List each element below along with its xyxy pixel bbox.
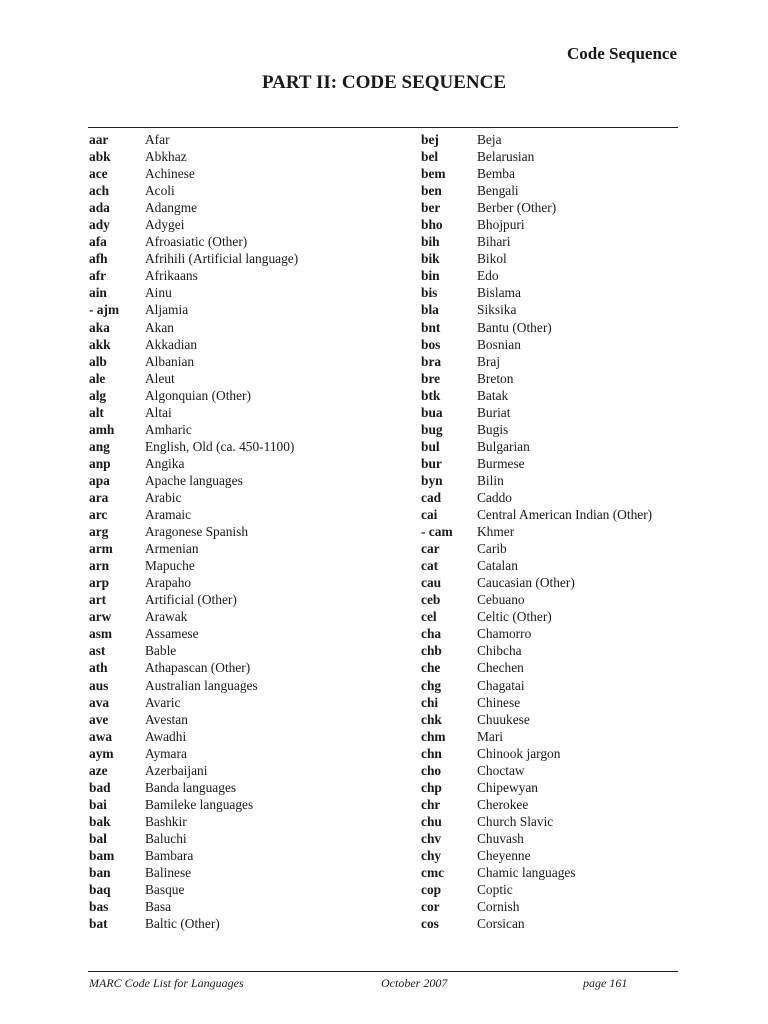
- language-name: Angika: [145, 455, 185, 471]
- language-code: ber: [421, 200, 441, 216]
- language-code: aus: [89, 677, 109, 693]
- language-code: aym: [89, 745, 114, 761]
- language-code: ara: [89, 489, 109, 505]
- language-code: ben: [421, 183, 442, 199]
- language-code: cha: [421, 626, 442, 642]
- language-code: arn: [89, 558, 110, 574]
- language-code: ath: [89, 660, 108, 676]
- language-code: cai: [421, 507, 438, 523]
- language-name: Bugis: [477, 421, 509, 437]
- language-code: chr: [421, 796, 441, 812]
- footer-publication: MARC Code List for Languages: [89, 976, 244, 990]
- language-name: Mari: [477, 728, 504, 744]
- language-name: Afrihili (Artificial language): [145, 251, 299, 267]
- language-code: chk: [421, 711, 442, 727]
- language-name: Algonquian (Other): [145, 387, 251, 403]
- language-code: afa: [89, 234, 107, 250]
- language-code: chi: [421, 694, 439, 710]
- language-name: Achinese: [145, 166, 195, 182]
- language-name: Beja: [477, 132, 502, 147]
- language-code: bik: [421, 251, 440, 267]
- language-code: byn: [421, 472, 443, 488]
- language-name: Arawak: [145, 609, 188, 625]
- language-code: chp: [421, 779, 442, 795]
- language-name: Chinese: [477, 694, 521, 710]
- language-code: - cam: [421, 524, 453, 540]
- language-name: Aragonese Spanish: [145, 524, 249, 540]
- language-code: awa: [89, 728, 113, 744]
- language-code: bad: [89, 779, 111, 795]
- language-code: alt: [89, 404, 104, 420]
- language-name: Baluchi: [145, 830, 187, 846]
- language-name: Choctaw: [477, 762, 525, 778]
- language-code: ada: [89, 200, 110, 216]
- language-code: art: [89, 592, 107, 608]
- language-code: alb: [89, 353, 107, 369]
- language-name: Albanian: [145, 353, 195, 369]
- language-name: Akan: [145, 319, 175, 335]
- language-code: bra: [421, 353, 442, 369]
- language-code: cel: [421, 609, 437, 625]
- language-name: Chibcha: [477, 643, 522, 659]
- language-code: apa: [89, 472, 110, 488]
- language-code: abk: [89, 149, 111, 165]
- language-code: ava: [89, 694, 110, 710]
- language-code: cat: [421, 558, 439, 574]
- language-name: Bambara: [145, 847, 194, 863]
- language-code: bho: [421, 217, 443, 233]
- language-name: Aymara: [145, 745, 187, 761]
- language-name: Armenian: [145, 541, 199, 557]
- language-name: Bislama: [477, 285, 521, 301]
- language-name: Chamic languages: [477, 865, 576, 881]
- language-code: arw: [89, 609, 112, 625]
- language-code: ain: [89, 285, 107, 301]
- language-name: Artificial (Other): [145, 592, 237, 608]
- language-code: bos: [421, 336, 441, 352]
- language-name: English, Old (ca. 450-1100): [145, 438, 295, 454]
- language-name: Assamese: [145, 626, 199, 642]
- language-code: anp: [89, 455, 111, 471]
- language-code: btk: [421, 387, 441, 403]
- language-code: bur: [421, 455, 442, 471]
- language-code: - ajm: [89, 302, 120, 318]
- language-name: Adygei: [145, 217, 185, 233]
- language-name: Chamorro: [477, 626, 532, 642]
- language-name: Afrikaans: [145, 268, 198, 284]
- language-name: Carib: [477, 541, 507, 557]
- language-code: ave: [89, 711, 109, 727]
- language-name: Khmer: [477, 524, 515, 540]
- language-code: aze: [89, 762, 108, 778]
- language-name: Basa: [145, 899, 172, 915]
- language-code: bal: [89, 830, 107, 846]
- language-name: Edo: [477, 268, 499, 284]
- language-name: Acoli: [145, 183, 175, 199]
- language-code: arg: [89, 524, 109, 540]
- language-name: Balinese: [145, 865, 192, 881]
- language-code: ast: [89, 643, 106, 659]
- language-name: Chagatai: [477, 677, 525, 693]
- language-name: Cebuano: [477, 592, 525, 608]
- running-head: Code Sequence: [566, 44, 677, 63]
- language-name: Buriat: [477, 404, 511, 420]
- language-name: Bengali: [477, 183, 519, 199]
- language-name: Adangme: [145, 200, 198, 216]
- language-code: bak: [89, 813, 111, 829]
- language-name: Apache languages: [145, 472, 243, 488]
- language-name: Berber (Other): [477, 200, 557, 216]
- language-code: afr: [89, 268, 107, 284]
- language-code: cos: [421, 916, 439, 932]
- language-name: Bantu (Other): [477, 319, 552, 335]
- language-name: Chechen: [477, 660, 524, 676]
- language-code: arc: [89, 507, 108, 523]
- language-name: Central American Indian (Other): [477, 507, 653, 523]
- language-code: ach: [89, 183, 110, 199]
- language-name: Caddo: [477, 489, 512, 505]
- language-code: cmc: [421, 865, 445, 881]
- language-name: Baltic (Other): [145, 916, 220, 932]
- language-code: bin: [421, 268, 440, 284]
- language-name: Bikol: [477, 251, 507, 267]
- language-name: Avaric: [145, 694, 181, 710]
- language-code: bem: [421, 166, 446, 182]
- language-code: ady: [89, 217, 110, 233]
- language-name: Celtic (Other): [477, 609, 552, 625]
- bottom-rule: [88, 971, 678, 972]
- language-name: Chuvash: [477, 830, 524, 846]
- footer-date: October 2007: [381, 976, 448, 990]
- top-rule: [88, 127, 678, 128]
- language-code: cor: [421, 899, 440, 915]
- language-code: akk: [89, 336, 111, 352]
- language-code: ban: [89, 865, 111, 881]
- language-code: chg: [421, 677, 442, 693]
- language-name: Cherokee: [477, 796, 529, 812]
- language-code: ang: [89, 438, 110, 454]
- language-code: bih: [421, 234, 440, 250]
- language-code: cad: [421, 489, 442, 505]
- language-code: ale: [89, 370, 106, 386]
- language-code: arm: [89, 541, 113, 557]
- language-name: Aljamia: [145, 302, 189, 318]
- language-code: chv: [421, 830, 442, 846]
- language-name: Mapuche: [145, 558, 195, 574]
- language-name: Bemba: [477, 166, 515, 182]
- language-name: Arabic: [145, 489, 182, 505]
- language-code: cho: [421, 762, 442, 778]
- language-code: asm: [89, 626, 113, 642]
- language-name: Australian languages: [145, 677, 258, 693]
- language-name: Banda languages: [145, 779, 237, 795]
- language-code: chn: [421, 745, 442, 761]
- language-code: bua: [421, 404, 443, 420]
- language-name: Chuukese: [477, 711, 530, 727]
- language-name: Bashkir: [145, 813, 187, 829]
- language-name: Bilin: [477, 472, 504, 488]
- language-name: Azerbaijani: [145, 762, 208, 778]
- language-name: Bosnian: [477, 336, 521, 352]
- language-name: Afar: [145, 132, 170, 147]
- language-code: chu: [421, 813, 442, 829]
- language-code: bat: [89, 916, 108, 932]
- language-code: amh: [89, 421, 115, 437]
- language-name: Corsican: [477, 916, 525, 932]
- language-code: bai: [89, 796, 107, 812]
- language-name: Cheyenne: [477, 847, 531, 863]
- language-name: Abkhaz: [145, 149, 187, 165]
- language-name: Breton: [477, 370, 514, 386]
- language-name: Batak: [477, 387, 509, 403]
- language-code: car: [421, 541, 440, 557]
- language-name: Amharic: [145, 421, 192, 437]
- language-name: Ainu: [145, 285, 172, 301]
- language-code: ceb: [421, 592, 441, 608]
- language-name: Afroasiatic (Other): [145, 234, 248, 250]
- language-name: Coptic: [477, 882, 513, 898]
- language-code: chb: [421, 643, 442, 659]
- footer-page-number: page 161: [583, 976, 628, 990]
- language-name: Arapaho: [145, 575, 192, 591]
- language-code: bas: [89, 899, 109, 915]
- language-name: Bulgarian: [477, 438, 530, 454]
- language-name: Awadhi: [145, 728, 187, 744]
- language-name: Aramaic: [145, 507, 192, 523]
- language-code: cop: [421, 882, 442, 898]
- language-name: Altai: [145, 404, 172, 420]
- language-name: Akkadian: [145, 336, 198, 352]
- language-code: che: [421, 660, 441, 676]
- language-name: Chinook jargon: [477, 745, 561, 761]
- language-name: Chipewyan: [477, 779, 538, 795]
- language-code: aar: [89, 132, 109, 147]
- language-code: bis: [421, 285, 438, 301]
- language-name: Athapascan (Other): [145, 660, 251, 676]
- language-name: Bhojpuri: [477, 217, 525, 233]
- page-title: PART II: CODE SEQUENCE: [261, 72, 507, 93]
- language-code: bre: [421, 370, 441, 386]
- language-name: Aleut: [145, 370, 175, 386]
- language-code: aka: [89, 319, 110, 335]
- language-name: Church Slavic: [477, 813, 554, 829]
- language-name: Bihari: [477, 234, 511, 250]
- language-code: bul: [421, 438, 440, 454]
- language-name: Catalan: [477, 558, 518, 574]
- language-name: Bable: [145, 643, 177, 659]
- language-code: baq: [89, 882, 111, 898]
- language-code: chm: [421, 728, 446, 744]
- language-name: Braj: [477, 353, 501, 369]
- language-code: bla: [421, 302, 439, 318]
- language-name: Belarusian: [477, 149, 535, 165]
- language-code: cau: [421, 575, 442, 591]
- language-code: bej: [421, 132, 439, 147]
- language-code: ace: [89, 166, 108, 182]
- language-code: afh: [89, 251, 108, 267]
- language-code: alg: [89, 387, 107, 403]
- language-name: Burmese: [477, 455, 525, 471]
- language-code: bel: [421, 149, 439, 165]
- language-name: Basque: [145, 882, 185, 898]
- language-name: Bamileke languages: [145, 796, 254, 812]
- language-code: bug: [421, 421, 443, 437]
- language-name: Avestan: [145, 711, 188, 727]
- language-name: Siksika: [477, 302, 517, 318]
- language-name: Caucasian (Other): [477, 575, 575, 591]
- language-code: bam: [89, 847, 115, 863]
- language-code: bnt: [421, 319, 441, 335]
- language-code: chy: [421, 847, 442, 863]
- language-code: arp: [89, 575, 110, 591]
- language-name: Cornish: [477, 899, 520, 915]
